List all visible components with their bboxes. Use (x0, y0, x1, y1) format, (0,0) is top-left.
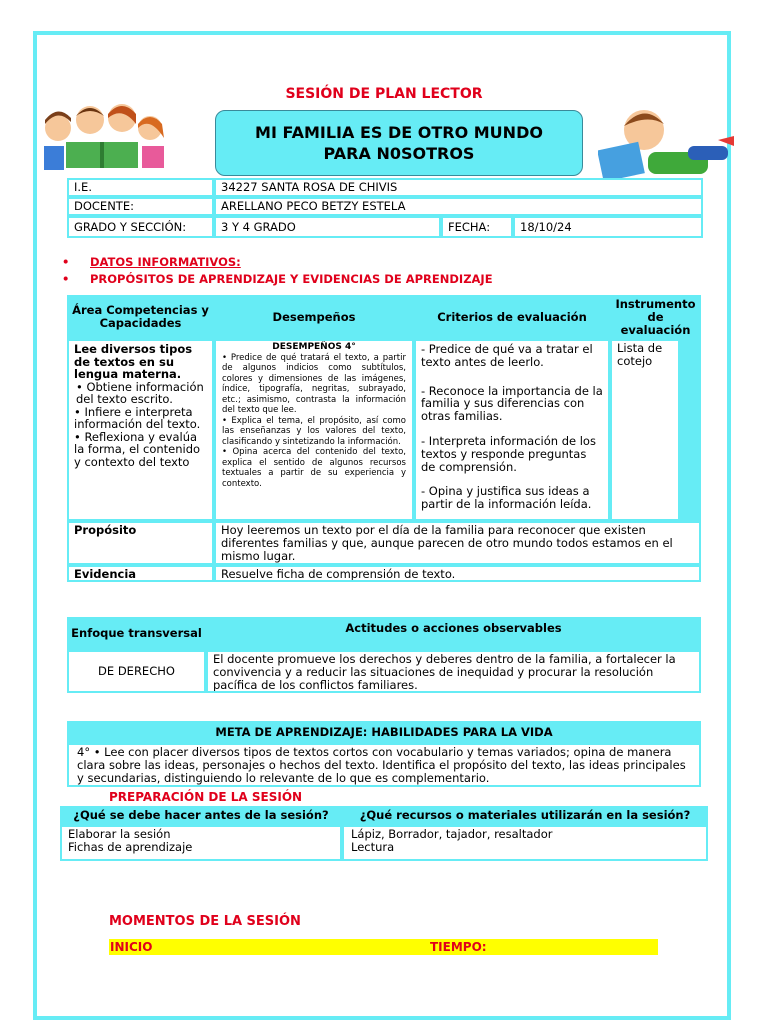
desempenos-title: DESEMPEÑOS 4° (272, 342, 356, 352)
header-criterios: Criterios de evaluación (414, 295, 610, 339)
prep-header-right: ¿Qué recursos o materiales utilizarán en la sesión? (342, 806, 708, 825)
desempenos-cell (214, 339, 414, 521)
criterio-3: - Interpreta información de los textos y responde preguntas de comprensión. (421, 433, 596, 474)
enfoque-left: DE DERECHO (67, 650, 206, 693)
docente-label: DOCENTE: (67, 197, 214, 216)
preparacion-title: PREPARACIÓN DE LA SESIÓN (109, 790, 303, 804)
prep-left-line-1: Elaborar la sesión (68, 827, 171, 841)
fecha-label: FECHA: (441, 216, 513, 238)
meta-text: 4° • Lee con placer diversos tipos de textos cortos con vocabulario y temas variados; opina de manera clara sobre las ideas, personajes o hechos del texto. Identifica el propósito del texto, las ideas principales y secundarias, distinguiendo lo relevante de lo que es complementario. (67, 743, 701, 787)
prep-right-line-1: Lápiz, Borrador, tajador, resaltador (351, 827, 553, 841)
capacidad-3: • Reflexiona y evalúa la forma, el contenido y contexto del texto (74, 429, 201, 469)
main-title-line2: PARA N0SOTROS (323, 144, 475, 163)
main-title-line1: MI FAMILIA ES DE OTRO MUNDO (255, 123, 543, 142)
header-area: Área Competencias y Capacidades (67, 295, 214, 339)
enfoque-right: El docente promueve los derechos y deberes dentro de la familia, a fortalecer la convivencia y a reducir las situaciones de inequidad y procurar la resolución pacífica de los conflictos familiares. (206, 650, 701, 693)
desempeno-1: • Predice de qué tratará el texto, a partir de algunos indicios como subtítulos, colores y dimensiones de las imágenes, índice, tipografía, negritas, subrayado, etc.; asimismo, contrasta la información del texto que lee. (222, 352, 406, 415)
proposito-text: Hoy leeremos un texto por el día de la familia para reconocer que existen diferentes familias y que, aunque parecen de otro mundo todos estamos en el mismo lugar. (214, 521, 701, 565)
competencia-cell (67, 339, 214, 521)
prep-left-cell (60, 825, 342, 861)
criterio-2: - Reconoce la importancia de la familia y sus diferencias con otras familias. (421, 383, 603, 424)
inicio-bar (109, 939, 658, 955)
instrumento-cell: Lista de cotejo (610, 339, 680, 521)
ie-label: I.E. (67, 178, 214, 197)
evidencia-text: Resuelve ficha de comprensión de texto. (214, 565, 701, 582)
children-reading-illustration (38, 98, 170, 174)
criterio-4: - Opina y justifica sus ideas a partir de la información leída. (421, 484, 592, 512)
enfoque-header-left: Enfoque transversal (67, 617, 206, 650)
criterios-cell (414, 339, 610, 521)
ie-value: 34227 SANTA ROSA DE CHIVIS (214, 178, 703, 197)
capacidad-1: • Obtiene información del texto escrito. (76, 379, 204, 406)
docente-value: ARELLANO PECO BETZY ESTELA (214, 197, 703, 216)
prep-header-left: ¿Qué se debe hacer antes de la sesión? (60, 806, 342, 825)
prep-right-cell (342, 825, 708, 861)
grado-label: GRADO Y SECCIÓN: (67, 216, 214, 238)
competencia-title: Lee diversos tipos de textos en su lengua materna. (74, 342, 193, 381)
session-title: SESIÓN DE PLAN LECTOR (285, 86, 483, 102)
desempeno-2: • Explica el tema, el propósito, así como las enseñanzas y los valores del texto, clasificando y sintetizando la información. (222, 415, 406, 447)
evidencia-label: Evidencia (67, 565, 214, 582)
main-title-box (215, 110, 583, 176)
momentos-title: MOMENTOS DE LA SESIÓN (109, 914, 301, 929)
capacidad-2: • Infiere e interpreta información del texto. (74, 404, 201, 431)
tiempo-label: TIEMPO: (430, 940, 487, 954)
meta-header: META DE APRENDIZAJE: HABILIDADES PARA LA VIDA (67, 721, 701, 743)
desempeno-3: • Opina acerca del contenido del texto, explica el sentido de algunos recursos textuales a partir de su experiencia y contexto. (222, 447, 406, 489)
header-desempenos: Desempeños (214, 295, 414, 339)
criterio-1: - Predice de qué va a tratar el texto antes de leerlo. (421, 342, 593, 369)
prep-right-line-2: Lectura (351, 840, 395, 854)
grado-value: 3 Y 4 GRADO (214, 216, 441, 238)
fecha-value: 18/10/24 (513, 216, 703, 238)
bullet-propositos: • PROPÓSITOS DE APRENDIZAJE Y EVIDENCIAS DE APRENDIZAJE (62, 272, 493, 286)
header-instrumento: Instrumento de evaluación (610, 295, 701, 339)
enfoque-header-right: Actitudes o acciones observables (206, 617, 701, 640)
proposito-label: Propósito (67, 521, 214, 565)
bullet-datos: • DATOS INFORMATIVOS: (62, 255, 241, 269)
prep-left-line-2: Fichas de aprendizaje (68, 840, 193, 854)
inicio-label: INICIO (110, 940, 153, 954)
